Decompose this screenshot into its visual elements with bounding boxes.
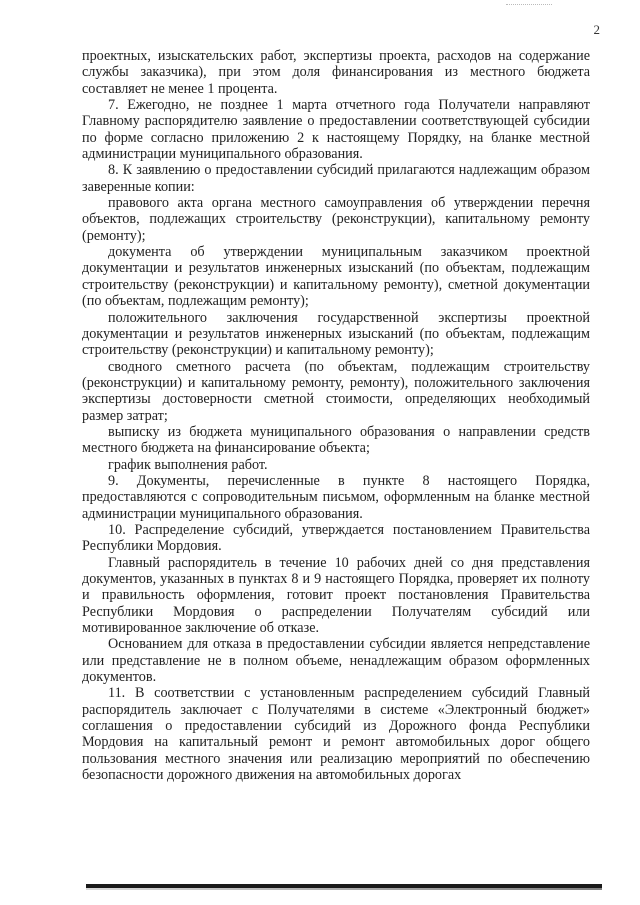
list-entry-cost-estimate: сводного сметного расчета (по объектам, подлежащим строительству (реконструкции) и капитальному ремонту, ремонту), положительного заключения экспертизы достоверности сметной стоимости, определяющих необходимый размер затрат;	[82, 358, 590, 424]
document-body	[82, 48, 590, 783]
paragraph-item-9: 9. Документы, перечисленные в пункте 8 настоящего Порядка, предоставляются с сопроводительным письмом, оформленным на бланке местной администрации муниципального образования.	[82, 472, 590, 522]
paragraph-review-procedure: Главный распорядитель в течение 10 рабочих дней со дня представления документов, указанных в пунктах 8 и 9 настоящего Порядка, проверяет их полноту и правильность оформления, готовит проект постановления Правительства Республики Мордовия о распределении Получателям субсидий или мотивированное заключение об отказе.	[82, 554, 590, 637]
paragraph-item-10: 10. Распределение субсидий, утверждается постановлением Правительства Республики Мордовия.	[82, 521, 590, 555]
list-entry-budget-extract: выписку из бюджета муниципального образования о направлении средств местного бюджета на финансирование объекта;	[82, 423, 590, 457]
paragraph-item-8: 8. К заявлению о предоставлении субсидий прилагаются надлежащим образом заверенные копии:	[82, 162, 590, 195]
page-number: 2	[593, 22, 600, 37]
paragraph-item-7: 7. Ежегодно, не позднее 1 марта отчетного года Получатели направляют Главному распорядителю заявление о предоставлении соответствующей субсидии по форме согласно приложению 2 к настоящему Порядку, на бланке местной администрации муниципального образования.	[82, 97, 590, 163]
paragraph-refusal-grounds: Основанием для отказа в предоставлении субсидии является непредставление или представление не в полном объеме, ненадлежащим образом оформленных документов.	[82, 636, 590, 686]
scan-artifact	[506, 4, 552, 8]
list-entry-expert-conclusion: положительного заключения государственной экспертизы проектной документации и результатов инженерных изысканий (по объектам, подлежащим строительству (реконструкции) и капитальному ремонту);	[82, 309, 590, 359]
page-bottom-rule	[86, 884, 602, 888]
list-entry-approval-document: документа об утверждении муниципальным заказчиком проектной документации и результатов инженерных изысканий (по объектам, подлежащим строительству (реконструкции) и капитальному ремонту), сметной документации (по объектам, подлежащим ремонту);	[82, 244, 590, 310]
paragraph-item-11: 11. В соответствии с установленным распределением субсидий Главный распорядитель заключает с Получателями в системе «Электронный бюджет» соглашения о предоставлении субсидий из Дорожного фонда Республики Мордовия на капитальный ремонт и ремонт автомобильных дорог общего пользования местного значения или реализацию мероприятий по обеспечению безопасности дорожного движения на автомобильных дорогах	[82, 685, 590, 784]
list-entry-legal-act: правового акта органа местного самоуправления об утверждении перечня объектов, подлежащих строительству (реконструкции), капитальному ремонту (ремонту);	[82, 195, 590, 244]
paragraph-continuation: проектных, изыскательских работ, экспертизы проекта, расходов на содержание службы заказчика), при этом доля финансирования из местного бюджета составляет не менее 1 процента.	[82, 48, 590, 97]
list-entry-work-schedule: график выполнения работ.	[108, 456, 268, 473]
